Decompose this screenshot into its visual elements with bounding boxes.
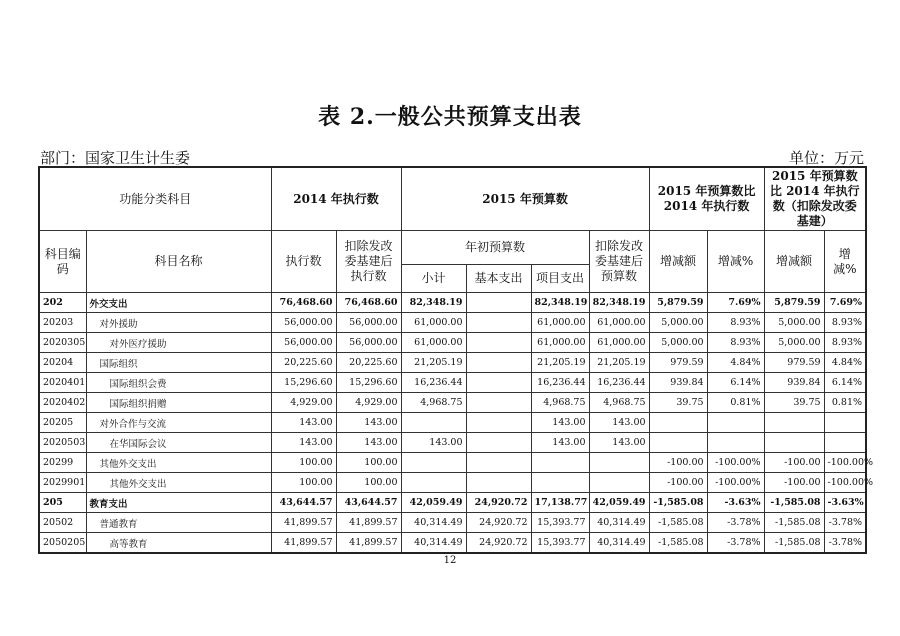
row-code: 202	[39, 293, 86, 313]
header-row-2	[39, 231, 866, 265]
row-value-c1: 4,929.00	[271, 393, 336, 413]
row-value-c4	[466, 313, 531, 333]
row-value-c1: 76,468.60	[271, 293, 336, 313]
row-value-c2: 41,899.57	[336, 533, 401, 554]
row-value-c6: 143.00	[589, 433, 649, 453]
row-value-c6	[589, 473, 649, 493]
row-value-c5: 16,236.44	[531, 373, 589, 393]
row-value-c4: 24,920.72	[466, 513, 531, 533]
row-value-c1: 143.00	[271, 413, 336, 433]
row-value-c3	[401, 453, 466, 473]
table-row	[39, 473, 866, 493]
row-value-c10: 6.14%	[824, 373, 866, 393]
row-value-c10: -100.00%	[824, 453, 866, 473]
row-value-c7	[649, 433, 707, 453]
row-value-c5: 61,000.00	[531, 313, 589, 333]
header-inc-amt: 增减额	[649, 231, 707, 293]
table-title: 表 2.一般公共预算支出表	[318, 104, 582, 130]
header-inc-pct-2: 增减%	[824, 231, 866, 293]
row-value-c5: 61,000.00	[531, 333, 589, 353]
row-value-c10: -3.78%	[824, 513, 866, 533]
row-name: 其他外交支出	[86, 453, 271, 473]
header-exec-2014: 2014 年执行数	[271, 167, 401, 231]
row-value-c1: 100.00	[271, 473, 336, 493]
row-value-c1: 41,899.57	[271, 533, 336, 554]
row-code: 20502	[39, 513, 86, 533]
row-value-c10: -3.78%	[824, 533, 866, 554]
row-value-c3	[401, 473, 466, 493]
header-inc-pct: 增减%	[707, 231, 764, 293]
header-name: 科目名称	[86, 231, 271, 293]
row-value-c7	[649, 413, 707, 433]
row-value-c7: -1,585.08	[649, 493, 707, 513]
row-code: 20299	[39, 453, 86, 473]
row-value-c8: -3.78%	[707, 513, 764, 533]
row-code: 20205	[39, 413, 86, 433]
row-value-c10	[824, 413, 866, 433]
row-name: 国际组织会费	[86, 373, 271, 393]
row-value-c9: 5,879.59	[764, 293, 824, 313]
row-value-c7: 5,879.59	[649, 293, 707, 313]
table-body	[39, 293, 874, 554]
row-value-c5: 15,393.77	[531, 533, 589, 554]
row-value-c5: 17,138.77	[531, 493, 589, 513]
row-value-c8: 0.81%	[707, 393, 764, 413]
header-cmp-2014-excl: 2015 年预算数比 2014 年执行数（扣除发改委基建）	[764, 167, 866, 231]
row-code: 2020402	[39, 393, 86, 413]
header-cmp-2014: 2015 年预算数比 2014 年执行数	[649, 167, 764, 231]
row-value-c8: -3.63%	[707, 493, 764, 513]
row-value-c10	[824, 433, 866, 453]
row-value-c10: 8.93%	[824, 313, 866, 333]
row-value-c3: 143.00	[401, 433, 466, 453]
row-value-c3	[401, 413, 466, 433]
row-value-c4	[466, 473, 531, 493]
row-value-c9: 5,000.00	[764, 313, 824, 333]
row-name: 对外合作与交流	[86, 413, 271, 433]
row-value-c6: 4,968.75	[589, 393, 649, 413]
row-value-c3: 16,236.44	[401, 373, 466, 393]
row-value-c6: 61,000.00	[589, 333, 649, 353]
header-func-class: 功能分类科目	[39, 167, 271, 231]
table-row	[39, 393, 866, 413]
row-value-c9: 939.84	[764, 373, 824, 393]
row-value-c6: 40,314.49	[589, 513, 649, 533]
table-row	[39, 513, 866, 533]
header-basic: 基本支出	[466, 265, 531, 293]
row-value-c6: 21,205.19	[589, 353, 649, 373]
row-value-c4	[466, 353, 531, 373]
row-name: 国际组织	[86, 353, 271, 373]
row-value-c2: 76,468.60	[336, 293, 401, 313]
header-initial-budget: 年初预算数	[401, 231, 589, 265]
row-value-c2: 56,000.00	[336, 333, 401, 353]
header-budget-excl: 扣除发改委基建后预算数	[589, 231, 649, 293]
row-value-c8	[707, 413, 764, 433]
row-value-c5: 143.00	[531, 413, 589, 433]
row-value-c1: 15,296.60	[271, 373, 336, 393]
row-value-c8	[707, 433, 764, 453]
row-code: 2020305	[39, 333, 86, 353]
row-value-c10: 7.69%	[824, 293, 866, 313]
row-value-c10: 0.81%	[824, 393, 866, 413]
row-value-c8: -3.78%	[707, 533, 764, 554]
row-code: 2020401	[39, 373, 86, 393]
row-value-c2: 143.00	[336, 433, 401, 453]
row-value-c2: 41,899.57	[336, 513, 401, 533]
header-subtotal: 小计	[401, 265, 466, 293]
header-inc-amt-2: 增减额	[764, 231, 824, 293]
header-budget-2015: 2015 年预算数	[401, 167, 649, 231]
row-value-c4	[466, 413, 531, 433]
row-value-c8: 8.93%	[707, 333, 764, 353]
department-label: 部门：国家卫生计生委	[40, 149, 191, 167]
row-value-c8: 8.93%	[707, 313, 764, 333]
row-value-c7: -1,585.08	[649, 513, 707, 533]
header-row-1	[39, 167, 866, 231]
header-exec-excl: 扣除发改委基建后执行数	[336, 231, 401, 293]
row-value-c9: -100.00	[764, 453, 824, 473]
row-value-c7: 5,000.00	[649, 333, 707, 353]
row-value-c1: 20,225.60	[271, 353, 336, 373]
row-value-c2: 4,929.00	[336, 393, 401, 413]
row-value-c5: 15,393.77	[531, 513, 589, 533]
row-value-c9: -1,585.08	[764, 513, 824, 533]
row-value-c9: 39.75	[764, 393, 824, 413]
row-value-c7: -100.00	[649, 473, 707, 493]
row-value-c10: 4.84%	[824, 353, 866, 373]
row-value-c6	[589, 453, 649, 473]
row-name: 在华国际会议	[86, 433, 271, 453]
table-row	[39, 373, 866, 393]
row-value-c7: 39.75	[649, 393, 707, 413]
row-value-c9: -100.00	[764, 473, 824, 493]
row-value-c4	[466, 333, 531, 353]
row-value-c8: 7.69%	[707, 293, 764, 313]
table-row	[39, 533, 866, 554]
row-value-c6: 16,236.44	[589, 373, 649, 393]
row-value-c5	[531, 453, 589, 473]
row-value-c9: -1,585.08	[764, 533, 824, 554]
row-value-c7: -100.00	[649, 453, 707, 473]
row-value-c5: 143.00	[531, 433, 589, 453]
row-value-c6: 82,348.19	[589, 293, 649, 313]
row-name: 对外援助	[86, 313, 271, 333]
row-value-c6: 61,000.00	[589, 313, 649, 333]
row-value-c1: 100.00	[271, 453, 336, 473]
row-value-c3: 61,000.00	[401, 333, 466, 353]
row-value-c3: 40,314.49	[401, 513, 466, 533]
row-value-c1: 143.00	[271, 433, 336, 453]
row-value-c3: 21,205.19	[401, 353, 466, 373]
row-value-c5: 4,968.75	[531, 393, 589, 413]
row-value-c8: 6.14%	[707, 373, 764, 393]
table-row	[39, 333, 866, 353]
row-code: 2050205	[39, 533, 86, 554]
table-row	[39, 313, 866, 333]
row-value-c7: 979.59	[649, 353, 707, 373]
row-code: 2020503	[39, 433, 86, 453]
row-name: 外交支出	[86, 293, 271, 313]
table-row	[39, 413, 866, 433]
row-code: 20203	[39, 313, 86, 333]
row-value-c7: 5,000.00	[649, 313, 707, 333]
row-value-c9: 979.59	[764, 353, 824, 373]
row-value-c5: 21,205.19	[531, 353, 589, 373]
row-value-c4	[466, 393, 531, 413]
row-name: 普通教育	[86, 513, 271, 533]
header-project: 项目支出	[531, 265, 589, 293]
row-value-c3: 4,968.75	[401, 393, 466, 413]
row-value-c2: 143.00	[336, 413, 401, 433]
row-value-c1: 56,000.00	[271, 313, 336, 333]
row-value-c1: 43,644.57	[271, 493, 336, 513]
row-value-c9	[764, 413, 824, 433]
row-value-c4: 24,920.72	[466, 493, 531, 513]
row-value-c8: -100.00%	[707, 473, 764, 493]
table-row	[39, 293, 866, 313]
row-value-c1: 41,899.57	[271, 513, 336, 533]
row-value-c2: 56,000.00	[336, 313, 401, 333]
row-value-c4	[466, 293, 531, 313]
table-row	[39, 433, 866, 453]
unit-label: 单位：万元	[788, 149, 864, 167]
row-name: 国际组织捐赠	[86, 393, 271, 413]
budget-table	[38, 166, 874, 554]
row-value-c9: -1,585.08	[764, 493, 824, 513]
row-value-c10: -3.63%	[824, 493, 866, 513]
row-name: 高等教育	[86, 533, 271, 554]
row-value-c6: 42,059.49	[589, 493, 649, 513]
row-name: 其他外交支出	[86, 473, 271, 493]
table-row	[39, 353, 866, 373]
row-value-c4: 24,920.72	[466, 533, 531, 554]
row-value-c8: -100.00%	[707, 453, 764, 473]
row-code: 2029901	[39, 473, 86, 493]
row-value-c4	[466, 373, 531, 393]
row-value-c4	[466, 433, 531, 453]
row-value-c7: -1,585.08	[649, 533, 707, 554]
row-value-c2: 15,296.60	[336, 373, 401, 393]
row-value-c2: 43,644.57	[336, 493, 401, 513]
row-value-c2: 100.00	[336, 453, 401, 473]
row-value-c5	[531, 473, 589, 493]
header-exec: 执行数	[271, 231, 336, 293]
row-code: 205	[39, 493, 86, 513]
row-value-c3: 82,348.19	[401, 293, 466, 313]
row-value-c10: 8.93%	[824, 333, 866, 353]
row-value-c10: -100.00%	[824, 473, 866, 493]
row-name: 教育支出	[86, 493, 271, 513]
row-code: 20204	[39, 353, 86, 373]
row-value-c7: 939.84	[649, 373, 707, 393]
row-value-c8: 4.84%	[707, 353, 764, 373]
row-value-c4	[466, 453, 531, 473]
table-row	[39, 493, 866, 513]
row-value-c6: 40,314.49	[589, 533, 649, 554]
header-code: 科目编码	[39, 231, 86, 293]
row-name: 对外医疗援助	[86, 333, 271, 353]
page-number: 12	[443, 555, 457, 566]
row-value-c2: 20,225.60	[336, 353, 401, 373]
row-value-c3: 40,314.49	[401, 533, 466, 554]
row-value-c2: 100.00	[336, 473, 401, 493]
row-value-c5: 82,348.19	[531, 293, 589, 313]
row-value-c9	[764, 433, 824, 453]
row-value-c9: 5,000.00	[764, 333, 824, 353]
row-value-c6: 143.00	[589, 413, 649, 433]
row-value-c3: 42,059.49	[401, 493, 466, 513]
row-value-c1: 56,000.00	[271, 333, 336, 353]
table-row	[39, 453, 866, 473]
row-value-c3: 61,000.00	[401, 313, 466, 333]
